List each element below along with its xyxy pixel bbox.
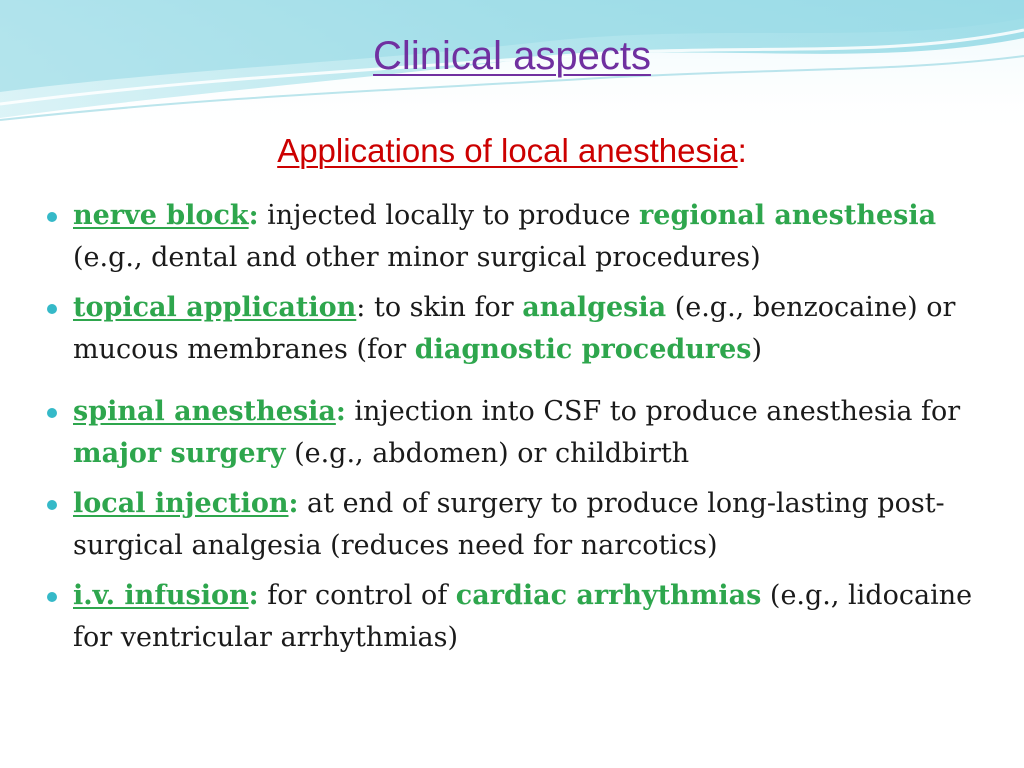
bullet-item-nerve-block (42, 195, 992, 279)
bullet-dot-icon (47, 304, 57, 314)
term-nerve-block: nerve block (73, 200, 249, 231)
highlight-cardiac-arrhythmias: cardiac arrhythmias (455, 580, 762, 611)
bullet-text: for control of (258, 580, 456, 611)
highlight-analgesia: analgesia (522, 292, 667, 323)
term-topical-application: topical application (73, 292, 357, 323)
term-colon: : (356, 292, 366, 323)
slide-subtitle (0, 132, 1024, 170)
bullet-text: (e.g., abdomen) or childbirth (285, 438, 690, 469)
bullet-text: to skin for (365, 292, 523, 323)
bullet-dot-icon (47, 408, 57, 418)
highlight-diagnostic-procedures: diagnostic procedures (414, 334, 752, 365)
bullet-text: injection into CSF to produce anesthesia for (345, 396, 961, 427)
bullet-text: (e.g., dental and other minor surgical procedures) (73, 242, 761, 273)
bullet-list (42, 195, 992, 659)
bullet-item-iv-infusion (42, 575, 992, 659)
subtitle-text: Applications of local anesthesia (277, 132, 738, 169)
bullet-item-local-injection (42, 483, 992, 567)
subtitle-colon: : (737, 132, 747, 169)
term-iv-infusion: i.v. infusion (73, 580, 249, 611)
bullet-text: (e.g., lidocaine for ventricular arrhythmias) (73, 580, 973, 653)
bullet-text: ) (751, 334, 763, 365)
term-colon: : (248, 200, 259, 231)
term-colon: : (248, 580, 259, 611)
highlight-major-surgery: major surgery (73, 438, 286, 469)
bullet-dot-icon (47, 500, 57, 510)
bullet-item-topical-application (42, 287, 992, 371)
bullet-item-spinal-anesthesia (42, 391, 992, 475)
term-spinal-anesthesia: spinal anesthesia (73, 396, 336, 427)
term-local-injection: local injection (73, 488, 289, 519)
bullet-dot-icon (47, 592, 57, 602)
bullet-text: at end of surgery to produce long-lasting post-surgical analgesia (reduces need for narcotics) (73, 488, 945, 561)
bullet-text: (e.g., benzocaine) or mucous membranes (for (73, 292, 956, 365)
term-colon: : (288, 488, 299, 519)
bullet-dot-icon (47, 212, 57, 222)
term-colon: : (335, 396, 346, 427)
slide-title: Clinical aspects (373, 34, 651, 78)
highlight-regional-anesthesia: regional anesthesia (639, 200, 937, 231)
bullet-text: injected locally to produce (258, 200, 640, 231)
